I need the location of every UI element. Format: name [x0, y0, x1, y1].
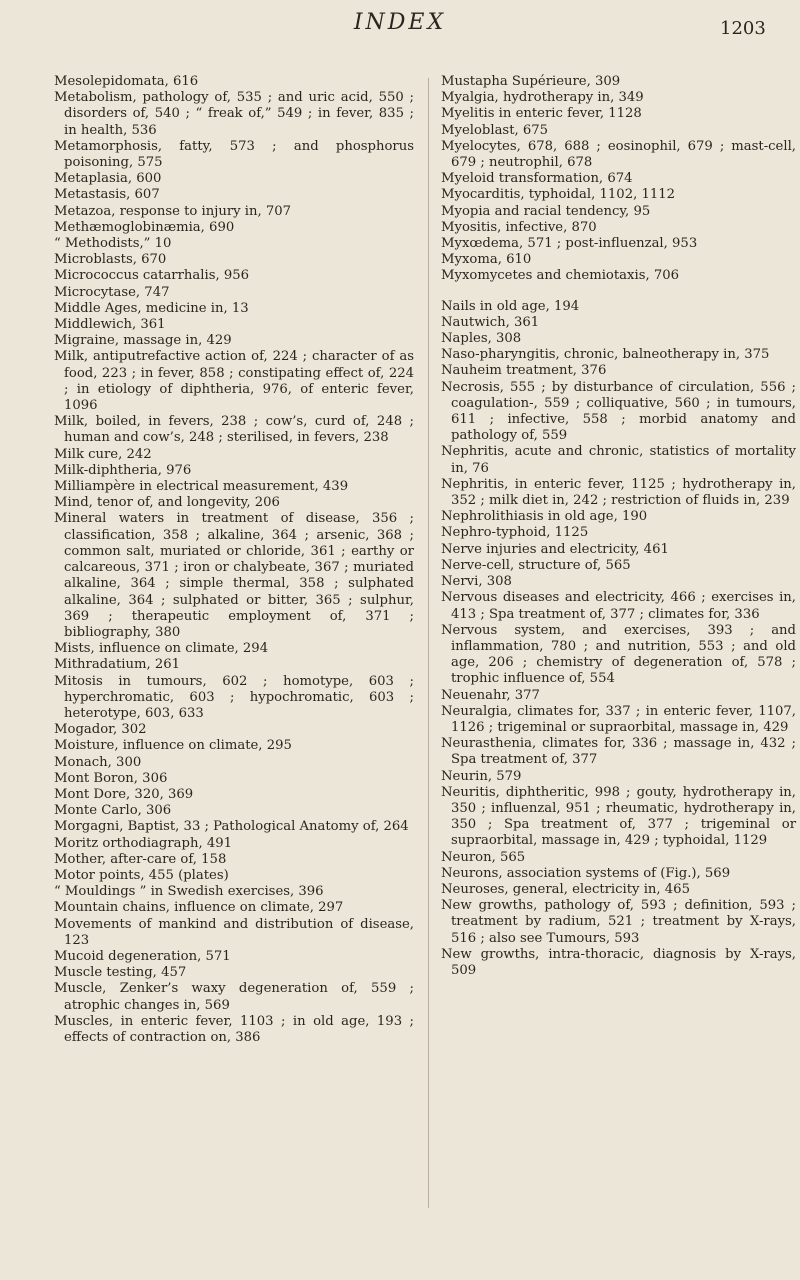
index-entry: Neuroses, general, electricity in, 465 [441, 881, 690, 897]
page-header [0, 0, 800, 62]
index-entry: Muscle, Zenker’s waxy degeneration of, 559 ; atrophic changes in, 569 [54, 981, 414, 1013]
index-entry: Nephro-typhoid, 1125 [441, 525, 589, 541]
index-entry: Myelitis in enteric fever, 1128 [441, 106, 642, 122]
running-head: INDEX [353, 10, 447, 35]
index-entry: Nails in old age, 194 [441, 298, 580, 314]
index-entry: “ Mouldings ” in Swedish exercises, 396 [54, 884, 324, 900]
index-entry: Nervous system, and exercises, 393 ; and inflammation, 780 ; and nutrition, 553 ; and old age, 206 ; chemistry of degeneration of, 578 ; trophic influence of, 554 [441, 622, 796, 687]
index-entry: Nephritis, in enteric fever, 1125 ; hydrotherapy in, 352 ; milk diet in, 242 ; restriction of fluids in, 239 [441, 476, 796, 509]
index-entry: Moisture, influence on climate, 295 [54, 738, 292, 754]
index-entry: Nervi, 308 [441, 574, 512, 590]
index-entry: “ Methodists,” 10 [54, 236, 172, 252]
index-entry: Nautwich, 361 [441, 314, 540, 330]
index-entry: Myocarditis, typhoidal, 1102, 1112 [441, 187, 676, 203]
index-entry: Motor points, 455 (plates) [54, 867, 229, 883]
index-entry: Neuenahr, 377 [441, 687, 540, 703]
index-entry: Middle Ages, medicine in, 13 [54, 300, 249, 316]
index-entry: Metabolism, pathology of, 535 ; and uric acid, 550 ; disorders of, 540 ; “ freak of,” 549 ; in fever, 835 ; in health, 536 [54, 90, 414, 138]
index-entry: Mists, influence on climate, 294 [54, 641, 269, 657]
page-number: 1203 [720, 18, 766, 39]
index-entry: Mustapha Supérieure, 309 [441, 74, 621, 89]
index-entry: Monte Carlo, 306 [54, 803, 172, 819]
index-entry: Myeloblast, 675 [441, 122, 549, 138]
index-entry: Moritz orthodiagraph, 491 [54, 835, 232, 851]
index-entry: Myopia and racial tendency, 95 [441, 203, 651, 219]
index-entry: Mucoid degeneration, 571 [54, 948, 231, 964]
index-entry: Nauheim treatment, 376 [441, 363, 607, 379]
index-entry: Mitosis in tumours, 602 ; homotype, 603 ; hyperchromatic, 603 ; hypochromatic, 603 ; heterotype, 603, 633 [54, 673, 414, 721]
index-entry: Naples, 308 [441, 331, 522, 347]
index-entry: Mont Dore, 320, 369 [54, 786, 194, 802]
index-entry: Myxomycetes and chemiotaxis, 706 [441, 268, 680, 284]
index-entry: Myalgia, hydrotherapy in, 349 [441, 90, 644, 106]
column-divider [428, 78, 429, 1208]
index-entry: Mother, after-care of, 158 [54, 851, 227, 867]
index-entry: Mogador, 302 [54, 722, 147, 738]
index-entry: Nerve-cell, structure of, 565 [441, 557, 631, 573]
index-entry: Muscle testing, 457 [54, 965, 187, 981]
index-entry: Nerve injuries and electricity, 461 [441, 541, 669, 557]
index-entry: Nervous diseases and electricity, 466 ; exercises in, 413 ; Spa treatment of, 377 ; climates for, 336 [441, 590, 796, 622]
index-entry: Neuron, 565 [441, 849, 526, 865]
index-entry: Myeloid transformation, 674 [441, 171, 633, 187]
index-entry: Middlewich, 361 [54, 317, 166, 333]
index-entry: Neuralgia, climates for, 337 ; in enteric fever, 1107, 1126 ; trigeminal or supraorbital, massage in, 429 [441, 703, 796, 735]
index-entry: Mountain chains, influence on climate, 297 [54, 900, 344, 916]
index-entry: New growths, intra-thoracic, diagnosis by X-rays, 509 [441, 946, 796, 978]
index-entry: Milliampère in electrical measurement, 439 [54, 479, 349, 495]
index-entry: Metastasis, 607 [54, 187, 160, 203]
index-entry: Neurin, 579 [441, 768, 522, 784]
index-entry: Mont Boron, 306 [54, 770, 168, 786]
index-entry: Migraine, massage in, 429 [54, 333, 232, 349]
index-entry: Micrococcus catarrhalis, 956 [54, 268, 250, 284]
index-entry: Milk, antiputrefactive action of, 224 ; character of as food, 223 ; in fever, 858 ; constipating effect of, 224 ; in etiology of diphtheria, 976, of enteric fever, 1096 [54, 349, 414, 414]
index-entry: Metazoa, response to injury in, 707 [54, 203, 292, 219]
index-entry: Nephritis, acute and chronic, statistics of mortality in, 76 [441, 444, 796, 476]
index-column-left [54, 74, 414, 1046]
index-entry: Neurons, association systems of (Fig.), 569 [441, 865, 731, 881]
index-entry: Myelocytes, 678, 688 ; eosinophil, 679 ; mast-cell, 679 ; neutrophil, 678 [441, 138, 796, 171]
index-entry: Microcytase, 747 [54, 284, 170, 300]
index-entry: Methæmoglobinæmia, 690 [54, 219, 235, 235]
index-entry: Necrosis, 555 ; by disturbance of circulation, 556 ; coagulation-, 559 ; colliquative, 560 ; in tumours, 611 ; infective, 558 ; morbid anatomy and pathology of, 559 [441, 379, 796, 444]
index-entry: Milk cure, 242 [54, 446, 152, 462]
index-entry: Microblasts, 670 [54, 252, 167, 268]
index-entry: Myxoma, 610 [441, 252, 532, 268]
index-entry: Myxœdema, 571 ; post-influenzal, 953 [441, 236, 698, 252]
index-entry: Nephrolithiasis in old age, 190 [441, 509, 648, 525]
index-entry: Neuritis, diphtheritic, 998 ; gouty, hydrotherapy in, 350 ; influenzal, 951 ; rheumatic, hydrotherapy in, 350 ; Spa treatment of, 377 ; trigeminal or supraorbital, massage in, 429 ; typhoidal, 1129 [441, 784, 796, 849]
index-entry: Naso-pharyngitis, chronic, balneotherapy in, 375 [441, 347, 770, 363]
index-entry: Metamorphosis, fatty, 573 ; and phosphorus poisoning, 575 [54, 138, 414, 171]
index-entry: Milk, boiled, in fevers, 238 ; cow’s, curd of, 248 ; human and cow’s, 248 ; sterilised, in fevers, 238 [54, 414, 414, 446]
index-entry: Neurasthenia, climates for, 336 ; massage in, 432 ; Spa treatment of, 377 [441, 736, 796, 768]
index-entry: Mithradatium, 261 [54, 657, 181, 673]
index-entry: Mineral waters in treatment of disease, 356 ; classification, 358 ; alkaline, 364 ; arsenic, 368 ; common salt, muriated or chloride, 361 ; earthy or calcareous, 371 ; iron or chalybeate, 367 ; muriated alkaline, 364 ; simple thermal, 358 ; sulphated alkaline, 364 ; sulphated or bitter, 365 ; sulphur, 369 ; therapeutic employment of, 371 ; bibliography, 380 [54, 511, 414, 640]
index-entry: Morgagni, Baptist, 33 ; Pathological Anatomy of, 264 [54, 819, 409, 835]
index-entry: Myositis, infective, 870 [441, 219, 597, 235]
index-entry: Mind, tenor of, and longevity, 206 [54, 495, 280, 511]
index-entry: Metaplasia, 600 [54, 171, 162, 187]
index-column-right [441, 74, 796, 979]
index-entry: Milk-diphtheria, 976 [54, 462, 192, 478]
index-entry: Mesolepidomata, 616 [54, 74, 199, 89]
index-entry: Muscles, in enteric fever, 1103 ; in old age, 193 ; effects of contraction on, 386 [54, 1013, 414, 1045]
index-entry: New growths, pathology of, 593 ; definition, 593 ; treatment by radium, 521 ; treatment by X-rays, 516 ; also see Tumours, 593 [441, 898, 796, 946]
index-entry: Monach, 300 [54, 754, 142, 770]
index-entry: Movements of mankind and distribution of disease, 123 [54, 916, 414, 948]
